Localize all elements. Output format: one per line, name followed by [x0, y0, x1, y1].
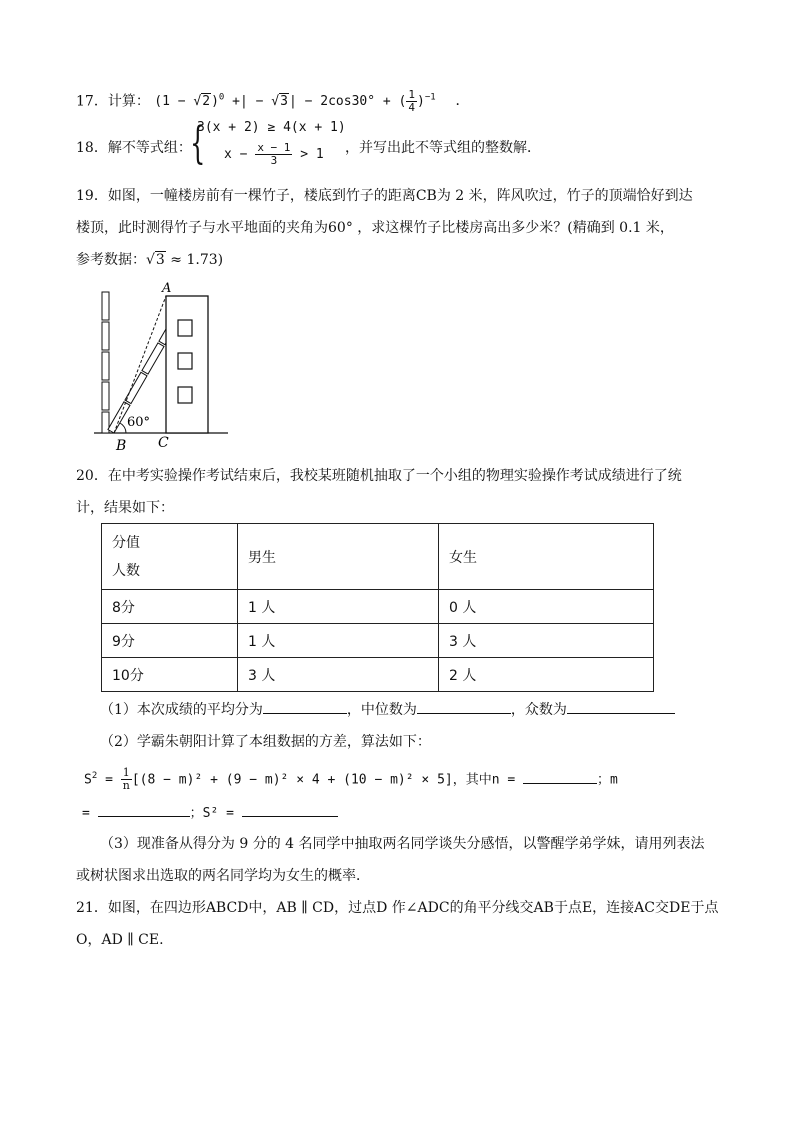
table-header-row	[102, 524, 654, 590]
mean-blank[interactable]	[263, 699, 347, 714]
mode-blank[interactable]	[567, 699, 675, 714]
header-male: 男生	[238, 524, 439, 590]
building	[166, 296, 208, 433]
header-score: 分值	[112, 534, 140, 551]
variance-formula	[84, 766, 618, 792]
row-male: 1 人	[238, 624, 439, 658]
q19-ref-label: 参考数据：	[76, 252, 146, 268]
q18-line2-b: > 1	[292, 147, 324, 162]
s2-equals: ；S² =	[189, 806, 242, 821]
q19-line-1: 19．如图，一幢楼房前有一棵竹子，楼底到竹子的距离CB为 2 米，阵风吹过，竹子的顶端恰好到达	[76, 188, 693, 204]
table-row	[102, 624, 654, 658]
q17-end: ．	[455, 93, 470, 110]
n-blank[interactable]	[523, 769, 597, 784]
formula-eq: =	[97, 772, 121, 788]
left-brace: {	[190, 118, 206, 169]
q20-p1-mode-label: ，众数为	[510, 702, 567, 718]
q20-part-3-line-1: （3）现准备从得分为 9 分的 4 名同学中抽取两名同学谈失分感悟，以警醒学弟学妹，请用列表法	[100, 836, 705, 852]
q20-part-3-line-2: 或树状图求出选取的两名同学均为女生的概率．	[76, 868, 370, 884]
q19-ref-value: ≈ 1.73)	[165, 252, 224, 268]
m-equals: =	[82, 806, 98, 821]
q18-frac-den: 3	[270, 154, 278, 167]
formula-frac-num: 1	[121, 767, 132, 780]
point-a-label: A	[162, 281, 172, 296]
formula-m-label: ；m	[597, 772, 618, 788]
angle-arc	[120, 423, 126, 433]
formula-s-sup: 2	[91, 771, 98, 781]
q19-radicand: 3	[155, 252, 165, 268]
formula-tail: ，其中n =	[452, 772, 524, 788]
q17-label: 17．计算：	[76, 93, 150, 110]
q17-expr-b: )	[211, 94, 219, 110]
q20-line-2: 计，结果如下：	[76, 500, 174, 516]
table-row	[102, 658, 654, 692]
question-17	[76, 88, 469, 114]
q19-line-3: 参考数据：√3 ≈ 1.73)	[76, 252, 224, 268]
angle-label: 60°	[127, 415, 151, 430]
bamboo-building-figure	[92, 280, 232, 455]
q18-tail: ，并写出此不等式组的整数解．	[345, 140, 541, 156]
row-score: 9分	[102, 624, 238, 658]
q17-expression: $(1 - √2)^0$ +| − √3| − 2cos30° + ( $\frac{1}{4}$ )$^{-1}$	[154, 88, 436, 115]
q17-exp-0: 0	[218, 93, 225, 103]
header-female: 女生	[439, 524, 654, 590]
median-blank[interactable]	[417, 699, 511, 714]
row-score: 10分	[102, 658, 238, 692]
point-c-label: C	[158, 435, 169, 451]
row-male: 1 人	[238, 590, 439, 624]
q18-inequality-2	[224, 142, 324, 167]
q17-expr-c: +| −	[224, 94, 272, 110]
q17-expr-e: )	[416, 94, 425, 110]
q20-p1-median-label: ，中位数为	[346, 702, 417, 718]
formula-s: S	[84, 772, 92, 788]
q17-radicand-2: 2	[202, 94, 211, 110]
question-18-label: 18．解不等式组：	[76, 140, 192, 156]
m-blank[interactable]	[98, 802, 190, 817]
formula-fraction	[121, 767, 132, 792]
row-female: 0 人	[439, 590, 654, 624]
q18-frac-num: x − 1	[257, 141, 291, 154]
q17-exp-neg1: −1	[424, 93, 436, 103]
q18-line2-a: x −	[224, 147, 256, 162]
q19-line-2: 楼顶，此时测得竹子与水平地面的夹角为60° ，求这棵竹子比楼房高出多少米？(精确到 0.1 米，	[76, 220, 674, 236]
q20-line-1: 20．在中考实验操作考试结束后，我校某班随机抽取了一个小组的物理实验操作考试成绩进行了统	[76, 468, 682, 484]
row-female: 2 人	[439, 658, 654, 692]
q21-line-2: O，AD ∥ CE.	[76, 932, 164, 948]
q18-fraction	[255, 142, 292, 167]
q17-frac-den: 4	[408, 101, 415, 115]
table-row	[102, 590, 654, 624]
q20-p1-mean-label: （1）本次成绩的平均分为	[100, 702, 263, 718]
q17-radicand-3: 3	[280, 94, 288, 110]
row-male: 3 人	[238, 658, 439, 692]
q17-expr-a: (1 −	[154, 94, 194, 110]
variance-answer-line	[82, 802, 338, 824]
s2-blank[interactable]	[242, 802, 338, 817]
q20-part-2: （2）学霸朱朝阳计算了本组数据的方差，算法如下：	[100, 734, 431, 750]
q21-line-1: 21．如图，在四边形ABCD中，AB ∥ CD，过点D 作∠ADC的角平分线交AB于点E，连接AC交DE于点	[76, 900, 719, 916]
formula-frac-den: n	[122, 779, 130, 793]
formula-body: [(8 − m)² + (9 − m)² × 4 + (10 − m)² × 5]	[131, 772, 453, 788]
q20-part-1	[100, 699, 675, 720]
q18-inequality-1: 3(x + 2) ≥ 4(x + 1)	[197, 120, 346, 135]
q17-expr-d: | − 2cos30° + (	[288, 94, 407, 110]
point-b-label: B	[116, 438, 127, 454]
header-diagonal-cell	[102, 524, 238, 590]
row-female: 3 人	[439, 624, 654, 658]
row-score: 8分	[102, 590, 238, 624]
vertical-bamboo	[102, 292, 109, 433]
q17-frac-num: 1	[408, 88, 415, 102]
dashed-line	[114, 296, 166, 433]
score-table	[101, 523, 654, 692]
q17-fraction	[406, 89, 417, 114]
header-count: 人数	[112, 562, 140, 579]
